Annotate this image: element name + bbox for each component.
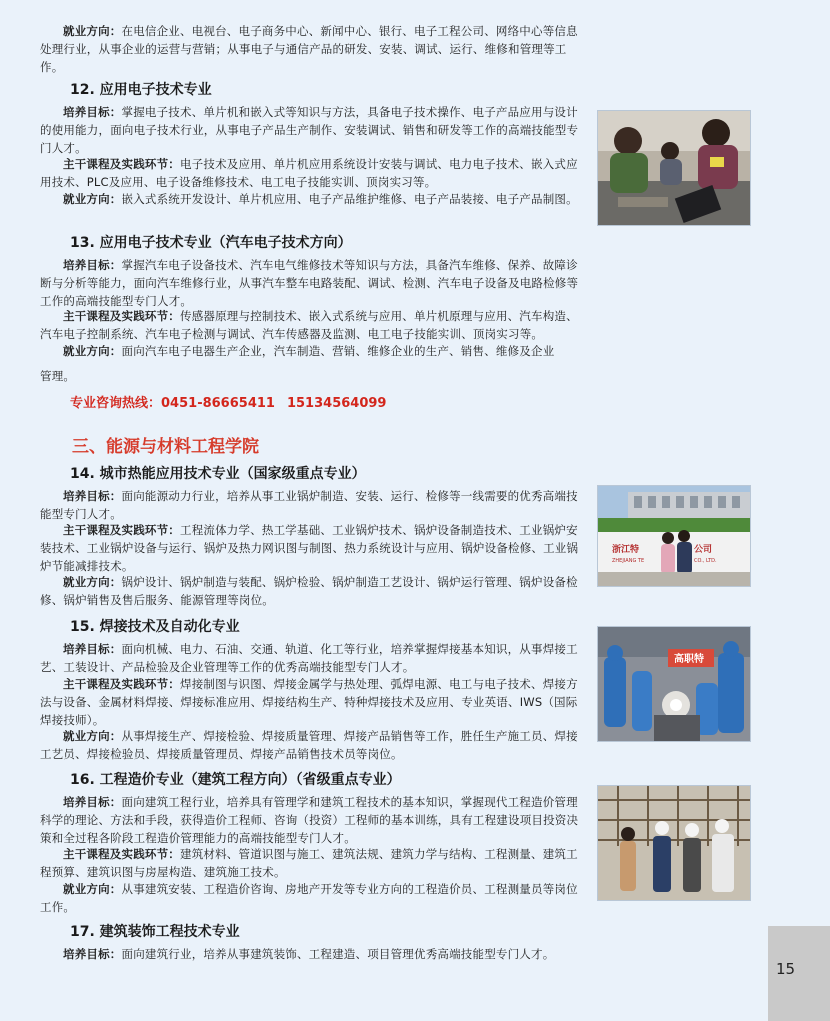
para-text: 从事焊接生产、焊接检验、焊接质量管理、焊接产品销售等工作，胜任生产施工员、焊接工艺员、焊接检验员、焊接质量管理员、焊接产品销售技术员等岗位。 [40, 729, 578, 761]
major-13-courses [40, 307, 585, 343]
welding-workshop-image [598, 627, 750, 741]
para-label: 主干课程及实践环节： [63, 157, 180, 171]
major-15-employment [40, 727, 585, 763]
para-text: 面向机械、电力、石油、交通、轨道、化工等行业，培养掌握焊接基本知识，从事焊接工艺、工装设计、产品检验及企业管理等工作的优秀高端技能型专门人才。 [40, 642, 578, 674]
thermal-company-image [598, 486, 750, 586]
thermal-company-photo [597, 485, 751, 587]
major-16-courses [40, 845, 585, 881]
para-label: 就业方向： [63, 192, 122, 206]
major-14-employment [40, 573, 585, 609]
para-label: 培养目标： [63, 795, 122, 809]
para-label: 培养目标： [63, 489, 122, 503]
para-text: 掌握汽车电子设备技术、汽车电气维修技术等知识与方法，具备汽车维修、保养、故障诊断与分析等能力，面向汽车维修行业，从事汽车整车电路装配、调试、检测、汽车电子设备及电路检修等工作的高端技能型专门人才。 [40, 258, 579, 308]
para-text: 锅炉设计、锅炉制造与装配、锅炉检验、锅炉制造工艺设计、锅炉运行管理、锅炉设备检修、锅炉销售及售后服务、能源管理等岗位。 [40, 575, 578, 607]
electronics-lab-image [598, 111, 750, 225]
major-12-title: 12. 应用电子技术专业 [70, 82, 212, 98]
major-16-goal [40, 793, 585, 847]
welding-sign-text: 高职特 [674, 654, 704, 665]
para-label: 培养目标： [63, 642, 122, 656]
employment-label: 就业方向： [63, 24, 122, 38]
page-number: 15 [776, 960, 796, 978]
welding-workshop-photo [597, 626, 751, 742]
para-label: 就业方向： [63, 344, 122, 358]
major-13-employment [40, 342, 585, 360]
company-sign-en-suffix: CO., LTD. [694, 558, 717, 564]
para-text: 焊接制图与识图、焊接金属学与热处理、弧焊电源、电工与电子技术、焊接方法与设备、金属材料焊接、焊接标准应用、焊接结构生产、特种焊接技术及应用、专业英语、IWS（国际焊接技师）。 [40, 677, 578, 727]
para-text: 电子技术及应用、单片机应用系统设计安装与调试、电力电子技术、嵌入式应用技术、PLC及应用、电子设备维修技术、电工电子技能实训、顶岗实习等。 [40, 157, 578, 189]
para-label: 就业方向： [63, 729, 122, 743]
major-14-title: 14. 城市热能应用技术专业（国家级重点专业） [70, 466, 366, 482]
para-text: 工程流体力学、热工学基础、工业锅炉技术、锅炉设备制造技术、工业锅炉安装技术、工业锅炉设备与运行、锅炉及热力网识图与制图、热力系统设计与应用、锅炉设备检修、工业锅炉节能减排技术。 [40, 523, 579, 573]
major-14-courses [40, 521, 585, 575]
para-text: 从事建筑安装、工程造价咨询、房地产开发等专业方向的工程造价员、工程测量员等岗位工作。 [40, 882, 578, 914]
electronics-lab-photo [597, 110, 751, 226]
major-13-title: 13. 应用电子技术专业（汽车电子技术方向） [70, 235, 352, 251]
hotline-label: 专业咨询热线： [70, 396, 162, 411]
major-13-employment-cont [40, 367, 585, 385]
para-text: 掌握电子技术、单片机和嵌入式等知识与方法，具备电子技术操作、电子产品应用与设计的使用能力，面向电子技术行业，从事电子产品生产制作、安装调试、销售和研发等工作的高端技能型专门人才。 [40, 105, 579, 155]
construction-site-photo [597, 785, 751, 901]
major-16-title: 16. 工程造价专业（建筑工程方向）（省级重点专业） [70, 772, 401, 788]
hotline-phone-2: 15134564099 [286, 396, 387, 411]
para-text: 管理。 [40, 369, 76, 383]
major-12-employment [40, 190, 585, 208]
para-text: 面向建筑行业，培养从事建筑装饰、工程建造、项目管理优秀高端技能型专门人才。 [121, 947, 555, 961]
para-text: 面向能源动力行业，培养从事工业锅炉制造、安装、运行、检修等一线需要的优秀高端技能型专门人才。 [40, 489, 578, 521]
major-13-goal [40, 256, 585, 310]
major-17-goal [40, 945, 585, 963]
para-label: 主干课程及实践环节： [63, 677, 180, 691]
para-label: 培养目标： [63, 947, 122, 961]
major-15-goal [40, 640, 585, 676]
construction-site-image [598, 786, 750, 900]
para-label: 培养目标： [63, 105, 122, 119]
intro-employment-paragraph [40, 22, 585, 76]
major-15-title: 15. 焊接技术及自动化专业 [70, 619, 240, 635]
major-17-title: 17. 建筑装饰工程技术专业 [70, 924, 240, 940]
para-label: 就业方向： [63, 575, 122, 589]
major-12-goal [40, 103, 585, 157]
major-14-goal [40, 487, 585, 523]
para-label: 主干课程及实践环节： [63, 847, 180, 861]
major-12-courses [40, 155, 585, 191]
para-label: 主干课程及实践环节： [63, 523, 180, 537]
company-sign-suffix: 公司 [694, 545, 713, 555]
para-label: 就业方向： [63, 882, 122, 896]
para-text: 嵌入式系统开发设计、单片机应用、电子产品维护维修、电子产品装接、电子产品制图。 [121, 192, 578, 206]
hotline-phone-1: 0451-86665411 [161, 396, 275, 411]
major-16-employment [40, 880, 585, 916]
company-sign-en: ZHEJIANG TE [612, 558, 645, 564]
consult-hotline [70, 392, 398, 411]
para-label: 主干课程及实践环节： [63, 309, 180, 323]
company-sign-text: 浙江特 [612, 545, 640, 555]
para-text: 建筑材料、管道识图与施工、建筑法规、建筑力学与结构、工程测量、建筑工程预算、建筑识图与房屋构造、建筑施工技术。 [40, 847, 578, 879]
para-text: 面向汽车电子电器生产企业，汽车制造、营销、维修企业的生产、销售、维修及企业 [121, 344, 555, 358]
para-text: 传感器原理与控制技术、嵌入式系统与应用、单片机原理与应用、汽车构造、汽车电子控制系统、汽车电子检测与调试、汽车传感器及监测、电工电子技能实训、顶岗实习等。 [40, 309, 578, 341]
major-15-courses [40, 675, 585, 729]
section-title: 三、能源与材料工程学院 [72, 437, 259, 457]
para-text: 面向建筑工程行业，培养具有管理学和建筑工程技术的基本知识，掌握现代工程造价管理科学的理论、方法和手段，获得造价工程师、咨询（投资）工程师的基本训练，具有工程建设项目投资决策和全过程各阶段工程造价管理能力的高端技能型专门人才。 [40, 795, 579, 845]
employment-text: 在电信企业、电视台、电子商务中心、新闻中心、银行、电子工程公司、网络中心等信息处理行业，从事企业的运营与营销；从事电子与通信产品的研发、安装、调试、运行、维修和管理等工作。 [40, 24, 578, 74]
para-label: 培养目标： [63, 258, 122, 272]
